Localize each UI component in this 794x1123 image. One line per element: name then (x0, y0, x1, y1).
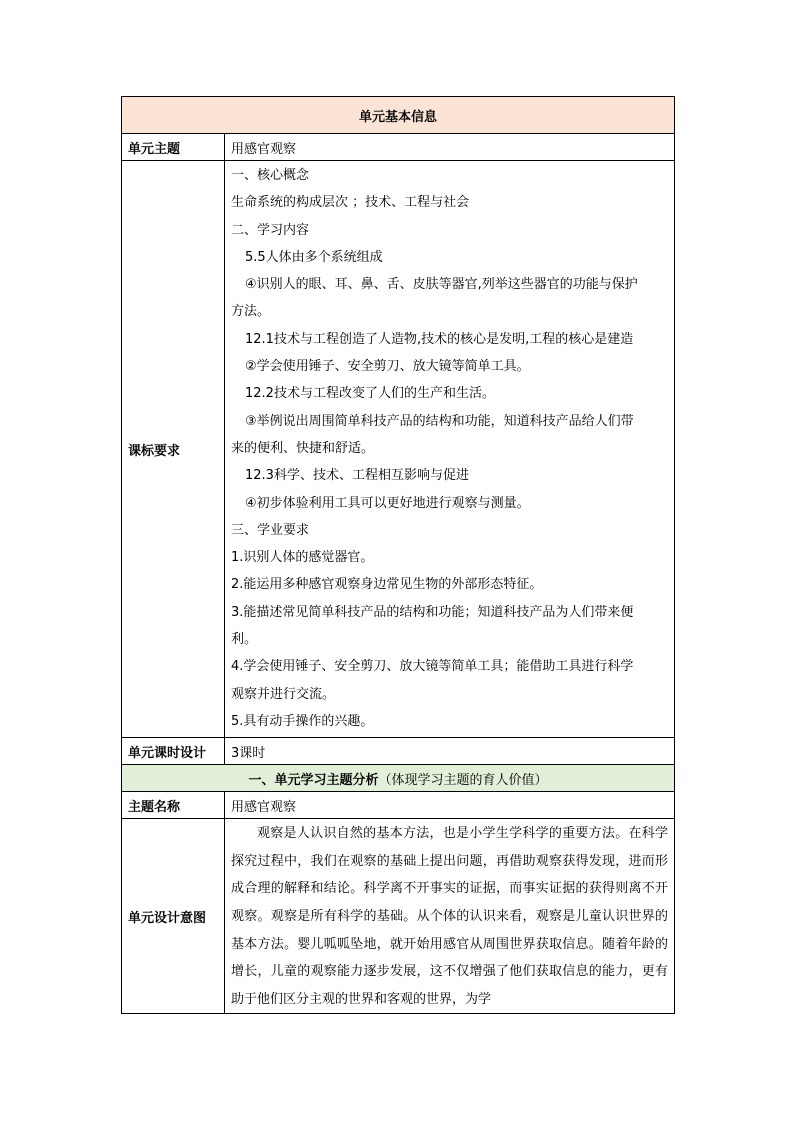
table-title-row (122, 97, 675, 134)
curriculum-line: 来的便利、快捷和舒适。 (231, 440, 375, 456)
curriculum-line: 1.识别人体的感觉器官。 (231, 550, 374, 566)
curriculum-line: 4.学会使用锤子、安全剪刀、放大镜等简单工具；能借助工具进行科学 (231, 659, 634, 675)
design-intent-label: 单元设计意图 (122, 819, 225, 1014)
table-row (122, 792, 675, 819)
curriculum-line: 2.能运用多种感官观察身边常见生物的外部形态特征。 (231, 577, 543, 593)
curriculum-line: 12.2技术与工程改变了人们的生产和生活。 (245, 386, 495, 402)
curriculum-label: 课标要求 (122, 161, 225, 738)
design-intent-text: 观察是人认识自然的基本方法，也是小学生学科学的重要方法。在科学探究过程中，我们在观察的基础上提出问题，再借助观察获得发现，进而形成合理的解释和结论。科学离不开事实的证据，而事实证据的获得则离不开观察。观察是所有科学的基础。从个体的认识来看，观察是儿童认识世界的基本方法。婴儿呱呱坠地，就开始用感官从周围世界获取信息。随着年龄的增长，儿童的观察能力逐步发展，这不仅增强了他们获取信息的能力，更有助于他们区分主观的世界和客观的世界，为学 (231, 826, 669, 1007)
table-row (122, 819, 675, 1014)
curriculum-line: 方法。 (231, 304, 271, 320)
curriculum-line: 一、核心概念 (231, 168, 310, 183)
theme-name-value: 用感官观察 (225, 792, 675, 819)
unit-topic-value: 用感官观察 (225, 134, 675, 161)
curriculum-line: 5.5人体由多个系统组成 (245, 249, 383, 265)
section-heading-row (122, 765, 675, 792)
design-intent-cell (225, 819, 675, 1014)
unit-info-table (121, 96, 675, 1014)
theme-name-label: 主题名称 (122, 792, 225, 819)
table-row (122, 738, 675, 765)
curriculum-content (225, 161, 675, 738)
curriculum-line: 利。 (231, 632, 258, 648)
curriculum-line: 二、学习内容 (231, 222, 310, 238)
curriculum-line: 3.能描述常见简单科技产品的结构和功能；知道科技产品为人们带来便 (231, 604, 634, 620)
table-title: 单元基本信息 (122, 97, 675, 134)
curriculum-line: ③举例说出周围简单科技产品的结构和功能，知道科技产品给人们带 (245, 413, 634, 429)
curriculum-line: 12.1技术与工程创造了人造物,技术的核心是发明,工程的核心是建造 (245, 331, 634, 347)
curriculum-line: 12.3科学、技术、工程相互影响与促进 (245, 468, 469, 484)
unit-topic-label: 单元主题 (122, 134, 225, 161)
curriculum-line: 生命系统的构成层次 ；技术、工程与社会 (231, 195, 470, 211)
curriculum-line: ②学会使用锤子、安全剪刀、放大镜等简单工具。 (245, 359, 530, 375)
curriculum-line: ④识别人的眼、耳、鼻、舌、皮肤等器官,列举这些器官的功能与保护 (245, 277, 638, 293)
curriculum-line: 三、学业要求 (231, 522, 310, 538)
section-heading (122, 765, 675, 792)
lesson-design-value: 3课时 (225, 738, 675, 765)
document-page (121, 96, 674, 1014)
section-heading-note: （体现学习主题的育人价值） (378, 772, 548, 788)
lesson-design-label: 单元课时设计 (122, 738, 225, 765)
table-row (122, 134, 675, 161)
curriculum-line: ④初步体验利用工具可以更好地进行观察与测量。 (245, 495, 530, 511)
curriculum-line: 观察并进行交流。 (231, 686, 336, 702)
section-heading-title: 一、单元学习主题分析 (248, 772, 379, 788)
curriculum-line: 5.具有动手操作的兴趣。 (231, 713, 374, 729)
table-row (122, 161, 675, 738)
